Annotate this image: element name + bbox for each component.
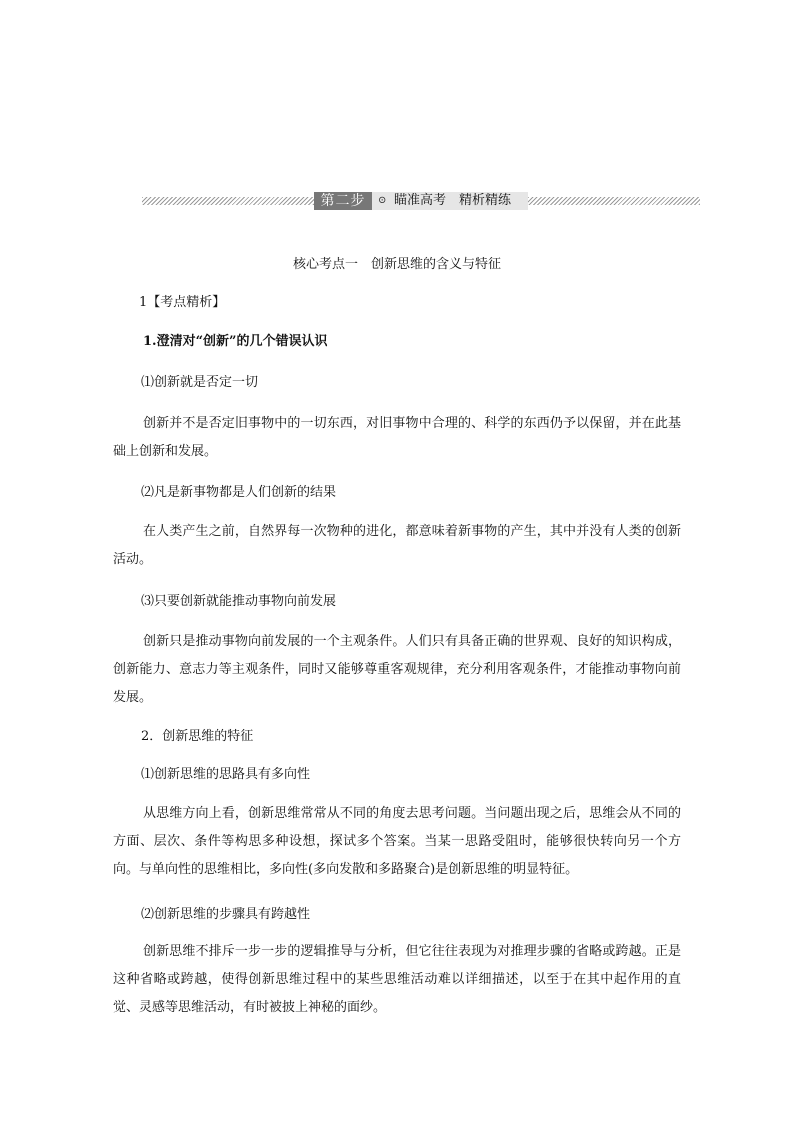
topic1-item3-body: 创新只是推动事物向前发展的一个主观条件。人们只有具备正确的世界观、良好的知识构成，创新能力、意志力等主观条件，同时又能够尊重客观规律，充分利用客观条件，才能推动事物向前发展。 <box>113 634 681 705</box>
topic1-item2-body: 在人类产生之前，自然界每一次物种的进化，都意味着新事物的产生，其中并没有人类的创新活动。 <box>113 524 681 567</box>
banner-hatch-right <box>528 197 700 205</box>
target-dot-icon: ⊙ <box>378 195 387 206</box>
analysis-label: 1【考点精析】 <box>139 295 226 310</box>
banner-text: 瞄准高考 精析精练 <box>394 193 512 208</box>
topic2-item1-body: 从思维方向上看，创新思维常常从不同的角度去思考问题。当问题出现之后，思维会从不同的方面、层次、条件等构思多种设想，探试多个答案。当某一思路受阻时，能够很快转向另一个方向。与单向性的思维相比，多向性(多向发散和多路聚合)是创新思维的明显特征。 <box>113 806 681 877</box>
topic1-heading: 1.澄清对“创新”的几个错误认识 <box>143 334 328 349</box>
banner-center <box>314 192 528 210</box>
section-title: 核心考点一 创新思维的含义与特征 <box>292 257 501 272</box>
topic2-item2-body: 创新思维不排斥一步一步的逻辑推导与分析，但它往往表现为对推理步骤的省略或跨越。正是这种省略或跨越，使得创新思维过程中的某些思维活动难以详细描述，以至于在其中起作用的直觉、灵感等思维活动，有时被披上神秘的面纱。 <box>113 944 681 1015</box>
step-label: 第二步 <box>314 192 372 210</box>
topic1-item1-body: 创新并不是否定旧事物中的一切东西，对旧事物中合理的、科学的东西仍予以保留，并在此基础上创新和发展。 <box>113 416 681 459</box>
topic1-item1-title: ⑴创新就是否定一切 <box>141 375 259 390</box>
topic1-item2-title: ⑵凡是新事物都是人们创新的结果 <box>141 485 337 500</box>
topic1-item3-title: ⑶只要创新就能推动事物向前发展 <box>141 594 337 609</box>
step-banner <box>142 192 700 210</box>
banner-hatch-left <box>142 197 314 205</box>
topic2-heading: 2．创新思维的特征 <box>141 729 254 744</box>
topic2-item2-title: ⑵创新思维的步骤具有跨越性 <box>141 907 311 922</box>
topic2-item1-title: ⑴创新思维的思路具有多向性 <box>141 767 311 782</box>
